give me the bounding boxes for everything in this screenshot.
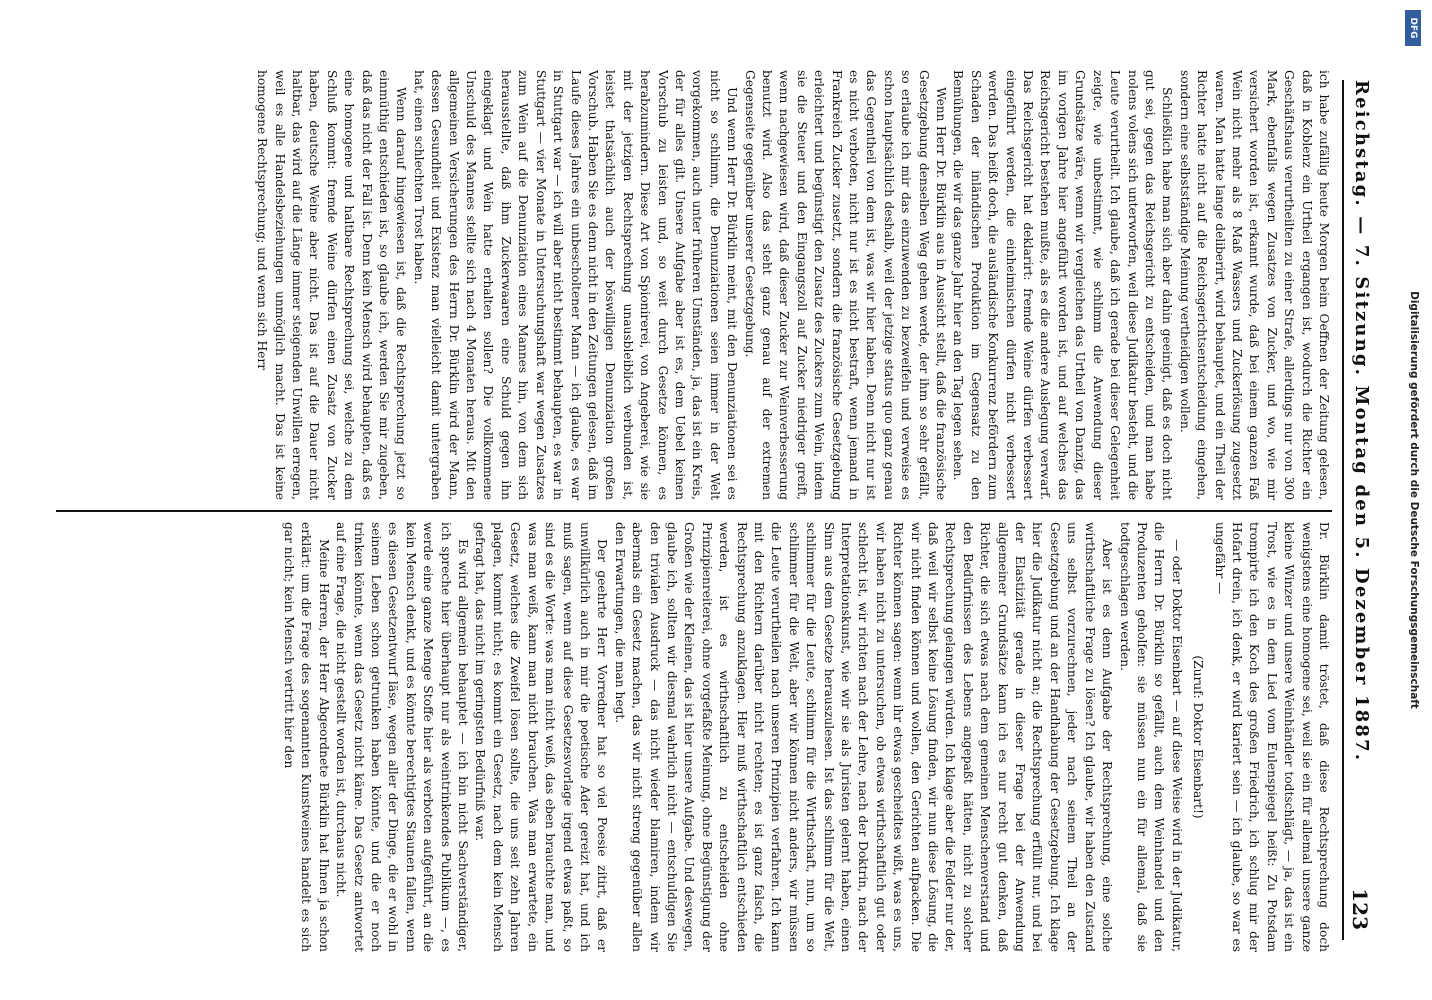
paragraph: Dr. Bürklin damit tröstet, daß diese Rechtsprechung doch wenigstens eine homogene sei, weil sie ein für allemal unsere ganze kleine Winzer und unsere Weinhändler todtschlägt, — ja, das ist ein Trost, wie es in dem Lied vom Eulenspiegel heißt: Zu Potsdam trompirte ich den Koch des großen Friedrich, ich schlug mir der Hofart drein, ich denk, er wird kariert sein — ich glaube, so war es ungefähr — [1212, 522, 1331, 952]
paragraph: Aber ist es denn Aufgabe der Rechtsprechung, eine solche wirthschaftliche Frage zu lösen? Ich glaube, wir haben den Zustand uns selbst vorzurechnen, jeder nach seinem Theil an der Gesetzgebung und an der Handhabung der Gesetzgebung. Ich klage hier die Judikatur nicht an; die Rechtsprechung erfüllt nur, und bei der Elastizität gerade in dieser Frage bei der Anwendung allgemeiner Grundsätze kann ich es nur recht gut denken, daß Richter, die sich etwas nach dem gemeinen Menschenverstand und den Bedürfnissen des Lebens angepaßt hätten, nicht zu solcher Rechtsprechung gelangen würden. Ich klage aber die Felder nur der, daß weil wir selbst keine Lösung finden, wir nun diese Lösung, die wir nicht finden können und wollen, den Gerichten aufpacken. Die Richter können sagen: wenn ihr etwas gescheidtes wißt, was es uns, wir haben nicht zu untersuchen, ob etwas wirthschaftlich gut oder schlecht ist, wir richten nach der Lehre, nach der Doktrin, nach der Interpretationskunst, wie wir sie als Juristen gelernt haben, einen Sinn aus dem Gesetze herauszulesen. Ist das schlimm für die Welt, schlimmer für die Leute, schlimm für die Wirthschaft, nun, um so schlimmer für die Welt, aber wir können nicht anders, wir müssen die Leute verurtheilen nach unseren Prinzipien verfahren. Ich kann mit den Richtern darüber nicht rechten; es ist ganz falsch, die Rechtsprechung anzuklagen. Hier muß wirthschaftlich entschieden werden, ist es wirthschaftlich zu entscheiden ohne Prinzipienreiterei, ohne vorgefaßte Meinung, ohne Begünstigung der Großen wie der Kleinen, das ist hier unsere Aufgabe. Und deswegen, glaube ich, sollten wir diesmal wahrlich nicht — entschuldigen Sie den trivialen Ausdruck — das nicht wieder blamiren, indem wir abermals ein Gesetz machen, das wir nicht streng gegenüber allen den Erwartungen, die man hegt. [612, 522, 1115, 952]
paragraph: Schließlich habe man sich aber dahin geeinigt, daß es doch nicht gut sei, gegen das Reichsgericht zu entscheiden, und man habe nolens volens sich unterworfen, weil diese Judikatur besteht, und die Leute verurtheilt. Ich glaube, daß ich gerade bei dieser Gelegenheit zeigte, wie unbestimmt, wie schlimm die Anwendung dieser Grundsätze wäre, wenn wir vergleichen das Urtheil von Danzig, das im vorigen Jahre hier angeführt worden ist, und auf welches das Reichsgericht bestehen mußte, als es die andere Auslegung verwarf. Das Reichsgericht hat deklarirt: fremde Weine dürfen verbessert eingeführt werden, die einheimischen dürfen nicht verbessert werden. Das heißt doch, die ausländische Konkurrenz befördern zum Schaden der inländischen Produktion im Gegensatz zu den Bemühungen, die wir das ganze Jahr hier an den Tag legen sehen. [951, 70, 1175, 500]
paragraph: Es wird allgemein behauptet — ich bin nicht Sachverständiger, ich spreche hier überhaupt nur als weintrinkendes Publikum —, es werde eine ganze Menge Stoffe hier als verboten aufgeführt, an die kein Mensch denkt, und es könnte berechtigtes Staunen fallen, wenn es diesen Gesetzentwurf läse, wegen aller der Dinge, die er wohl in seinem Leben schon getrunken haben könnte, und die er noch trinken könnte, wenn das Gesetz nicht käme. Das Gesetz antwortet auf eine Frage, die nicht gestellt worden ist, durchaus nicht. [334, 522, 471, 952]
paragraph: Meine Herren, der Herr Abgeordnete Bürklin hat Ihnen ja schon erklärt: um die Frage des sogenannten Kunstweines handelt es sich gar nicht; kein Mensch vertritt hier den [282, 522, 331, 952]
left-column [54, 70, 1332, 500]
paragraph: Wenn darauf hingewiesen ist, daß die Rechtsprechung jetzt so einmüthig entschieden ist, so glaube ich, werden Sie mir zugeben, daß das nicht der Fall ist. Denn kein Mensch wird behaupten, daß es eine homogene und haltbare Rechtsprechung sei, welche zu dem Schluß kommt: fremde Weine dürfen einen Zusatz von Zucker haben, deutsche Weine aber nicht. Das ist auf die Dauer nicht haltbar, das wird auf die Länge immer steigenden Unwillen erregen, weil es alle Handelsbeziehungen unmöglich macht. Das ist keine homogene Rechtsprechung; und wenn sich Herr [255, 70, 409, 500]
right-column [54, 522, 1332, 952]
page-number: 123 [1348, 888, 1372, 930]
newspaper-page [46, 40, 1386, 960]
interjection: (Zuruf: Doktor Eisenbart!) [1191, 655, 1206, 819]
header-rule [1342, 80, 1344, 940]
running-head-title: Reichstag. — 7. Sitzung. Montag den 5. Dezember 1887. [1351, 80, 1372, 763]
dfg-logo: DFG [1405, 10, 1421, 46]
paragraph: Wenn Herr Dr. Bürklin aus in Aussicht stellt, daß die französische Gesetzgebung denselben Weg gehen werde, der ihm so sehr gefällt, so erlaube ich mir das einzuwenden zu bezweifeln und verweise es schon hauptsächlich deshalb, weil der jetzige status quo ganz genau das Gegentheil von dem ist, was wir hier haben. Denn nicht nur ist es nicht verboten, nicht nur ist es nicht bestraft, wenn jemand in Frankreich Zucker zusetzt, sondern die französische Gesetzgebung erleichtert und begünstigt den Zusatz des Zuckers zum Wein, indem sie die Steuer und den Eingangszoll auf Zucker niedriger greift, wenn nachgewiesen wird, daß dieser Zucker zur Weinverbesserung benutzt wird. Also das steht ganz genau auf der extremen Gegenseite gegenüber unserer Gesetzgebung. [742, 70, 949, 500]
paragraph: Der geehrte Herr Vorredner hat so viel Poesie zitirt, daß er unwillkürlich auch in mir die poetische Ader gereizt hat, und ich muß sagen, wenn auf diese Gesetzesvorlage irgend etwas paßt, so sind es die Worte: was man nicht weiß, das eben brauchte man, und was man weiß, kann man nicht brauchen. Was man erwartete, ein Gesetz, welches die Zweifel lösen sollte, die uns seit zehn Jahren plagen, kommt nicht; es kommt ein Gesetz, nach dem kein Mensch gefragt hat, das nicht im geringsten Bedürfniß war. [473, 522, 610, 952]
digitization-credit: Digitalisierung gefördert durch die Deutsche Forschungsgemeinschaft [1408, 291, 1420, 709]
paragraph: — oder Doktor Eisenbart — auf diese Weise wird in der Judikatur, die Herrn Dr. Bürklin so gefällt, auch dem Weinhandel und den Produzenten geholfen: sie müssen nun ein für allemal, daß sie todtgeschlagen werden. [1117, 522, 1184, 952]
paragraph: Und wenn Herr Dr. Bürklin meint, mit den Denunziationen sei es nicht so schlimm, die Denunziationen seien immer in der Welt vorgekommen, auch unter früheren Umständen, ja, das ist ein Kreis, der für alles gilt. Unsere Aufgabe aber ist es, dem Uebel keinen Vorschub zu leisten und, so weit durch Gesetze können, es herabzumindern. Diese Art von Spionirerei, von Angeberei, wie sie mit der jetzigen Rechtsprechung unausbleiblich verbunden ist, leistet thatsächlich auch der böswilligen Denunziation großen Vorschub. Haben Sie es denn nicht in den Zeitungen gelesen, daß im Laufe dieses Jahres ein unbescholtener Mann — ich glaube, es war in Stuttgart war — ich will aber nicht bestimmt behaupten, es war in Stuttgart — vier Monate in Untersuchungshaft war wegen Zusatzes zum Wein auf die Denunziation eines Mannes hin, von dem sich herausstellte, daß ihm Zuckerwaaren eine Schuld gegen ihn eingeklagt und Wein hatte erhalten sollen? Die vollkommene Unschuld des Mannes stellte sich nach 4 Monaten heraus. Mit den allgemeinen Versicherungen des Herrn Dr. Bürklin wird der Mann, dessen Gesundheit und Existenz man vielleicht damit untergraben hat, einen schlechten Trost haben. [411, 70, 740, 500]
running-head [1344, 80, 1378, 930]
column-rule [56, 510, 1332, 512]
paragraph: ich habe zufällig heute Morgen beim Oeffnen der Zeitung gelesen, daß in Koblenz ein Urtheil ergangen ist, wodurch die Richter ein Geschäftshaus verurtheilten zu einer Strafe, allerdings nur von 300 Mark, ebenfalls wegen Zusatzes von Zucker, und wo, wie mir versichert worden ist, erkannt wurde, daß bei einem ganzen Faß Wein nicht mehr als 8 Maß Wassers und Zuckerlösung zugesetzt waren. Man hatte lange deliberirt, wird behauptet, und ein Theil der Richter hatte nicht auf die Reichsgerichtsentscheidung eingehen, sondern eine selbstständige Meinung vertheidigen wollen. [1177, 70, 1331, 500]
